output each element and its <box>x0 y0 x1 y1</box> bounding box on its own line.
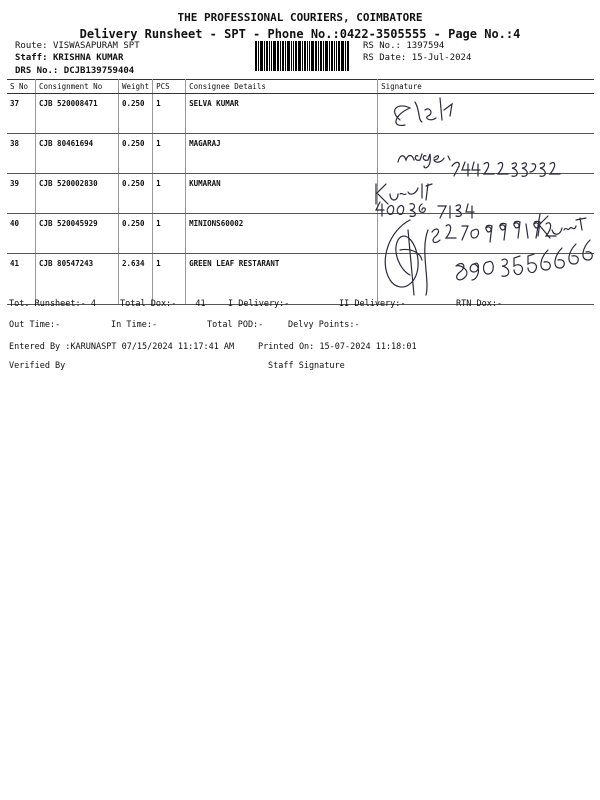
rs-no-line <box>363 41 444 51</box>
cell-weight: 0.250 <box>119 214 153 254</box>
cell-weight: 2.634 <box>119 254 153 305</box>
staff-signature: Staff Signature <box>268 361 345 371</box>
cell-consignee: MAGARAJ <box>186 134 378 174</box>
cell-consignee: SELVA KUMAR <box>186 94 378 134</box>
route-line <box>15 41 140 51</box>
delvy-points: Delvy Points:- <box>288 320 360 330</box>
total-pod: Total POD:- <box>207 320 264 330</box>
drs-value: DCJB139759404 <box>63 66 135 76</box>
cell-sno: 40 <box>7 214 36 254</box>
cell-sno: 41 <box>7 254 36 305</box>
entered-by: Entered By :KARUNASPT 07/15/2024 11:17:41 AM <box>9 342 235 352</box>
table-row <box>7 94 594 134</box>
drs-line <box>15 66 134 76</box>
staff-value: KRISHNA KUMAR <box>52 53 124 63</box>
runsheet-table <box>7 79 594 305</box>
cell-pcs: 1 <box>153 94 186 134</box>
table-row <box>7 174 594 214</box>
col-consignment: Consignment No <box>36 80 119 94</box>
in-time: In Time:- <box>111 320 158 330</box>
cell-pcs: 1 <box>153 174 186 214</box>
cell-consignment: CJB 80547243 <box>36 254 119 305</box>
totals-ii-delivery: II Delivery:- <box>339 299 406 309</box>
printed-on: Printed On: 15-07-2024 11:18:01 <box>258 342 417 352</box>
rs-no-value: 1397594 <box>406 41 445 51</box>
cell-signature <box>378 174 594 214</box>
rs-no-label: RS No.: <box>363 41 401 51</box>
totals-total-dox <box>120 299 206 309</box>
runsheet-subtitle: Delivery Runsheet - SPT - Phone No.:0422-3505555 - Page No.:4 <box>79 27 521 41</box>
rs-date-value: 15-Jul-2024 <box>411 53 472 63</box>
cell-consignment: CJB 520045929 <box>36 214 119 254</box>
cell-weight: 0.250 <box>119 94 153 134</box>
rs-date-line <box>363 53 471 63</box>
verified-by: Verified By <box>9 361 66 371</box>
cell-consignment: CJB 520008471 <box>36 94 119 134</box>
cell-signature <box>378 214 594 254</box>
col-sno: S No <box>7 80 36 94</box>
col-pcs: PCS <box>153 80 186 94</box>
table-header-row <box>7 80 594 94</box>
staff-label: Staff: <box>15 53 48 63</box>
cell-pcs: 1 <box>153 134 186 174</box>
staff-line <box>15 53 123 63</box>
route-value: VISWASAPURAM SPT <box>52 41 140 51</box>
cell-consignment: CJB 80461694 <box>36 134 119 174</box>
totals-runsheet: Tot. Runsheet:- 4 <box>9 299 96 309</box>
rs-date-label: RS Date: <box>363 53 407 63</box>
col-consignee: Consignee Details <box>186 80 378 94</box>
cell-sno: 38 <box>7 134 36 174</box>
cell-consignee: MINIONS60002 <box>186 214 378 254</box>
cell-sno: 39 <box>7 174 36 214</box>
table-row <box>7 214 594 254</box>
total-dox-value: 41 <box>195 299 206 309</box>
barcode-image <box>255 41 355 71</box>
table-row <box>7 134 594 174</box>
cell-pcs: 1 <box>153 214 186 254</box>
cell-sno: 37 <box>7 94 36 134</box>
totals-rtn-dox: RTN Dox:- <box>456 299 503 309</box>
drs-label: DRS No.: <box>15 66 59 76</box>
total-dox-label: Total Dox:- <box>120 299 177 309</box>
cell-pcs: 1 <box>153 254 186 305</box>
cell-consignee: KUMARAN <box>186 174 378 214</box>
route-label: Route: <box>15 41 48 51</box>
cell-signature <box>378 134 594 174</box>
cell-signature <box>378 94 594 134</box>
out-time: Out Time:- <box>9 320 61 330</box>
table-row <box>7 254 594 305</box>
cell-consignee: GREEN LEAF RESTARANT <box>186 254 378 305</box>
col-signature: Signature <box>378 80 594 94</box>
cell-signature <box>378 254 594 305</box>
company-title: THE PROFESSIONAL COURIERS, COIMBATORE <box>177 11 423 24</box>
col-weight: Weight <box>119 80 153 94</box>
cell-weight: 0.250 <box>119 174 153 214</box>
totals-i-delivery: I Delivery:- <box>228 299 290 309</box>
cell-weight: 0.250 <box>119 134 153 174</box>
cell-consignment: CJB 520002830 <box>36 174 119 214</box>
